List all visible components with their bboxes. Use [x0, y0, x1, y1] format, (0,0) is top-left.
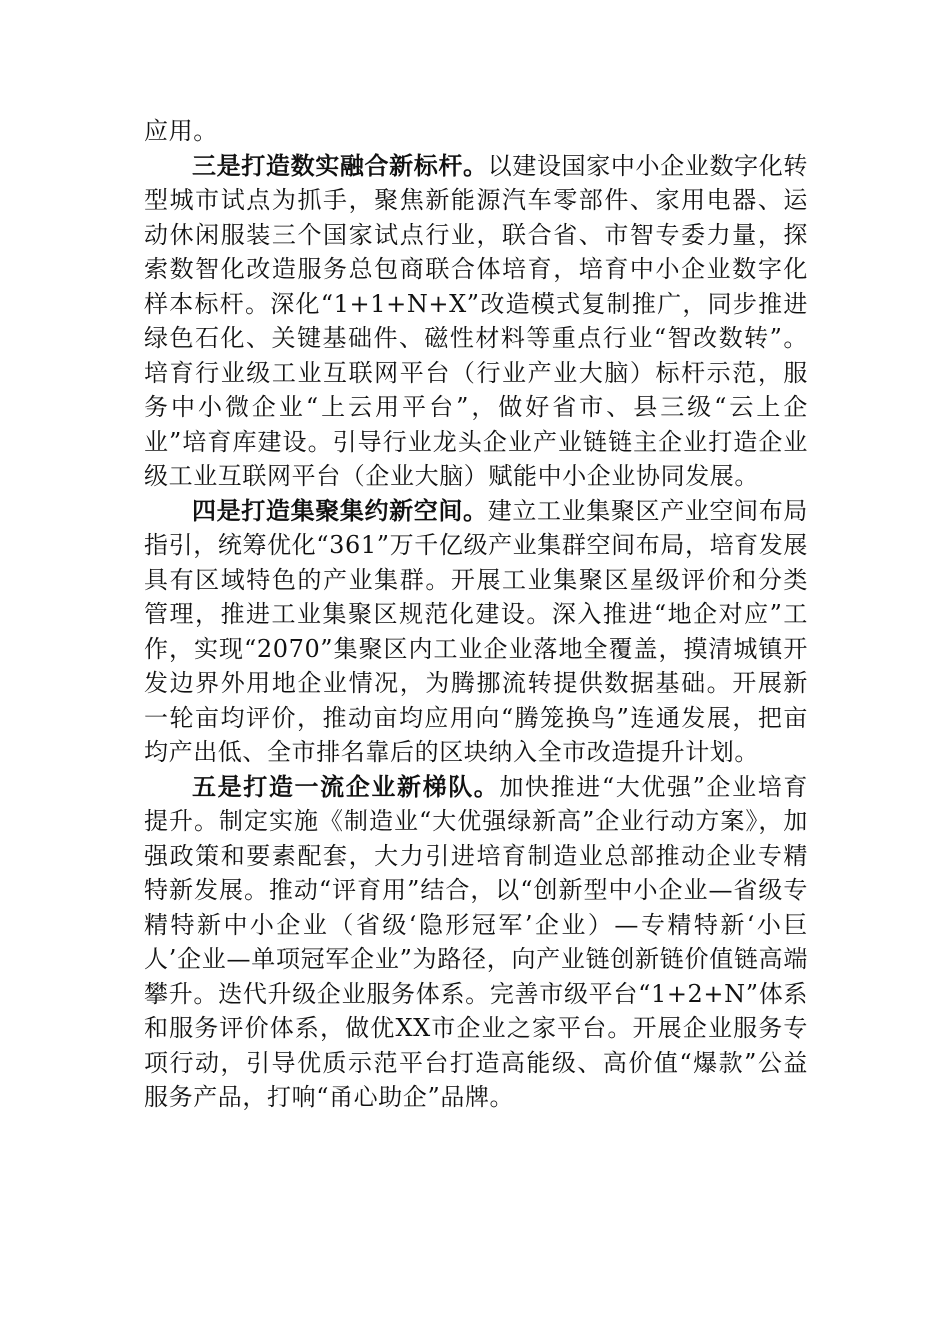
- paragraph-text: 应用。: [144, 117, 218, 145]
- paragraph-text: 以建设国家中小企业数字化转型城市试点为抓手，聚焦新能源汽车零部件、家用电器、运动休闲服装三个国家试点行业，联合省、市智专委力量，探索数智化改造服务总包商联合体培育，培育中小企业数字化样本标杆。深化“1+1+N+X”改造模式复制推广，同步推进绿色石化、关键基础件、磁性材料等重点行业“智改数转”。培育行业级工业互联网平台（行业产业大脑）标杆示范，服务中小微企业“上云用平台”，做好省市、县三级“云上企业”培育库建设。引导行业龙头企业产业链链主企业打造企业级工业互联网平台（企业大脑）赋能中小企业协同发展。: [144, 151, 808, 490]
- paragraph-text: 建立工业集聚区产业空间布局指引，统筹优化“361”万千亿级产业集群空间布局，培育发展具有区域特色的产业集群。开展工业集聚区星级评价和分类管理，推进工业集聚区规范化建设。深入推进“地企对应”工作，实现“2070”集聚区内工业企业落地全覆盖，摸清城镇开发边界外用地企业情况，为腾挪流转提供数据基础。开展新一轮亩均评价，推动亩均应用向“腾笼换鸟”连通发展，把亩均产出低、全市排名靠后的区块纳入全市改造提升计划。: [144, 496, 808, 766]
- document-page: [144, 114, 808, 1115]
- paragraph-digital-real-integration: [144, 149, 808, 494]
- paragraph-heading: 五是打造一流企业新梯队。: [192, 771, 500, 801]
- paragraph-continuation: [144, 114, 808, 149]
- paragraph-cluster-space: [144, 494, 808, 770]
- paragraph-text: 加快推进“大优强”企业培育提升。制定实施《制造业“大优强绿新高”企业行动方案》，加强政策和要素配套，大力引进培育制造业总部推动企业专精特新发展。推动“评育用”结合，以“创新型中小企业—省级专精特新中小企业（省级‘隐形冠军’企业）—专精特新‘小巨人’企业—单项冠军企业”为路径，向产业链创新链价值链高端攀升。迭代升级企业服务体系。完善市级平台“1+2+N”体系和服务评价体系，做优XX市企业之家平台。开展企业服务专项行动，引导优质示范平台打造高能级、高价值“爆款”公益服务产品，打响“甬心助企”品牌。: [144, 772, 809, 1111]
- paragraph-heading: 四是打造集聚集约新空间。: [192, 495, 488, 525]
- paragraph-enterprise-echelon: [144, 770, 808, 1115]
- paragraph-heading: 三是打造数实融合新标杆。: [192, 150, 488, 180]
